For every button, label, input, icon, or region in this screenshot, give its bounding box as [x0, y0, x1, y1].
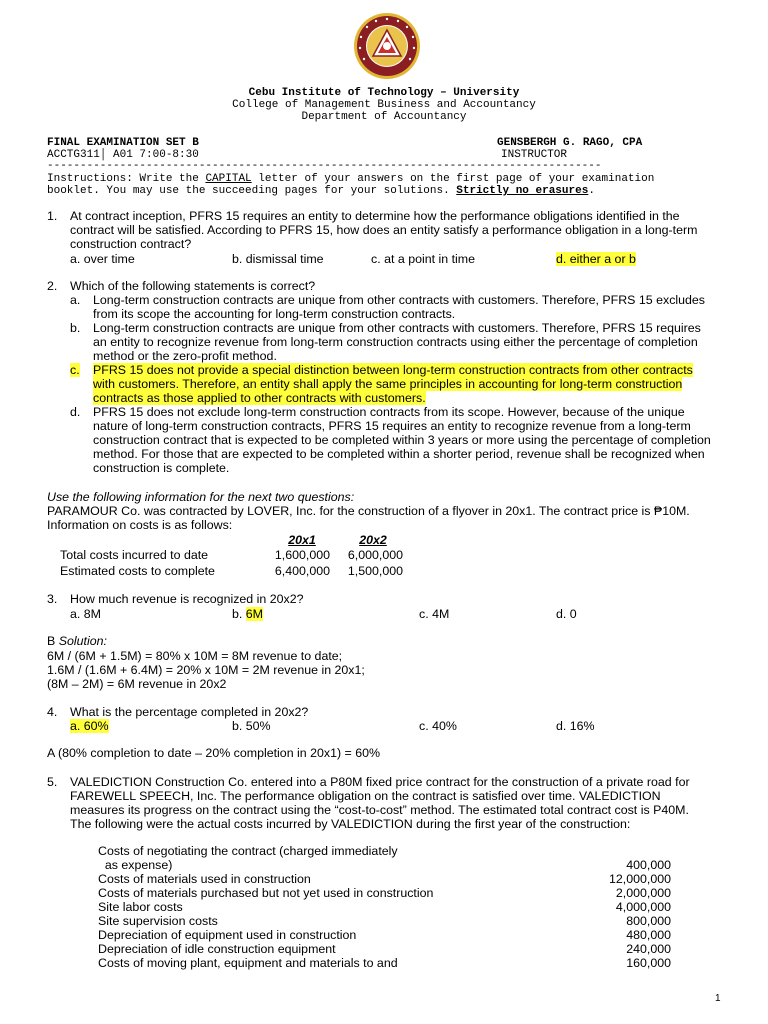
q2-b-label: b.: [70, 321, 81, 335]
q2-c-line-1-answer: PFRS 15 does not provide a special distinction between long-term construction contracts from other contracts: [93, 363, 693, 377]
q2-b-line-1: Long-term construction contracts are unique from other contracts with customers. Therefore, PFRS 15 requires: [93, 321, 701, 335]
q3-option-b-answer: 6M: [245, 607, 263, 621]
cost-item-value: 240,000: [626, 942, 671, 956]
college-name: College of Management Business and Accountancy: [232, 99, 536, 111]
instructions-line-1: Instructions: Write the CAPITAL letter of your answers on the first page of your examination: [47, 173, 655, 185]
q2-number: 2.: [47, 279, 58, 293]
q3-solution-line-2: 1.6M / (1.6M + 6.4M) = 20% x 10M = 2M revenue in 20x1;: [47, 663, 365, 677]
info-line-1: PARAMOUR Co. was contracted by LOVER, Inc. for the construction of a flyover in 20x1. The contract price is ₱10M.: [47, 504, 690, 518]
q1-number: 1.: [47, 209, 58, 223]
q4-option-a-answer: a. 60%: [70, 719, 109, 733]
q3-option-b: b. 6M: [232, 607, 263, 621]
cost-item-value: 800,000: [626, 914, 671, 928]
cost-item-value: 2,000,000: [615, 886, 671, 900]
department-name: Department of Accountancy: [301, 111, 467, 123]
q1-option-b: b. dismissal time: [232, 252, 324, 266]
q2-c-line-2-answer: with customers. Therefore, an entity shall apply the same principles in accounting for long-term construction: [93, 377, 683, 391]
course-line: ACCTG311│ A01 7:00-8:30: [47, 149, 199, 161]
info-line-2: Information on costs is as follows:: [47, 518, 233, 532]
q4-number: 4.: [47, 705, 58, 719]
cost-item-label: Costs of materials used in construction: [98, 872, 311, 886]
q2-b-line-2: an entity to recognize revenue from long-term construction contracts using either the percentage of completion: [93, 335, 698, 349]
cost-item-label: Site labor costs: [98, 900, 183, 914]
q2-d-line-1: PFRS 15 does not exclude long-term construction contracts from its scope. However, because of the unique: [93, 405, 685, 419]
info-intro: Use the following information for the next two questions:: [47, 490, 355, 504]
q3-option-a: a. 8M: [70, 607, 101, 621]
capital-word: CAPITAL: [205, 173, 252, 185]
university-seal-logo: [353, 12, 421, 80]
q1-option-a: a. over time: [70, 252, 135, 266]
table-row-label: Estimated costs to complete: [60, 564, 215, 578]
instructor-name: GENSBERGH G. RAGO, CPA: [497, 137, 643, 149]
page-number: 1: [715, 993, 721, 1004]
cost-item-label: Costs of negotiating the contract (charged immediately: [98, 844, 398, 858]
instructor-role: INSTRUCTOR: [501, 149, 568, 161]
q1-line-1: At contract inception, PFRS 15 requires an entity to determine how the performance obligations identified in the: [70, 209, 680, 223]
q2-a-line-1: Long-term construction contracts are unique from other contracts with customers. Therefore, PFRS 15 excludes: [93, 293, 706, 307]
q4-stem: What is the percentage completed in 20x2?: [70, 705, 309, 719]
cost-item-value: 160,000: [626, 956, 671, 970]
cost-item-label: Costs of moving plant, equipment and materials to and: [98, 956, 398, 970]
instructions-line-2: booklet. You may use the succeeding pages for your solutions. Strictly no erasures.: [47, 185, 595, 197]
q1-line-3: construction contract?: [70, 237, 192, 251]
q5-number: 5.: [47, 775, 58, 789]
table-header-20x1: 20x1: [288, 533, 316, 547]
q3-option-d: d. 0: [556, 607, 577, 621]
q5-line-3: measures its progress on the contract using the “cost-to-cost” method. The estimated total contract cost is P40M.: [70, 803, 689, 817]
q3-solution-line-1: 6M / (6M + 1.5M) = 80% x 10M = 8M revenue to date;: [47, 649, 343, 663]
q4-option-c: c. 40%: [419, 719, 457, 733]
q2-d-line-3: construction contract that is expected to be completed within 3 years or more using the percentage of completion: [93, 433, 711, 447]
cost-item-value: 4,000,000: [615, 900, 671, 914]
table-cell: 6,400,000: [274, 564, 330, 578]
divider-line: ------------------------------------------------------------------------------------: [47, 160, 602, 172]
q2-a-line-2: from its scope the accounting for long-term construction contracts.: [93, 307, 456, 321]
q2-stem: Which of the following statements is correct?: [70, 279, 316, 293]
q1-line-2: contract will be satisfied. According to PFRS 15, how does an entity satisfy a performance obligation in a long-term: [70, 223, 698, 237]
cost-item-label: as expense): [98, 858, 173, 872]
table-cell: 1,500,000: [347, 564, 403, 578]
q4-option-b: b. 50%: [232, 719, 271, 733]
table-row-label: Total costs incurred to date: [60, 548, 209, 562]
q2-d-line-5: construction is complete.: [93, 461, 230, 475]
q3-option-c: c. 4M: [419, 607, 450, 621]
q2-d-label: d.: [70, 405, 81, 419]
q2-c-label: c.: [70, 363, 80, 377]
cost-item-value: 480,000: [626, 928, 671, 942]
cost-item-label: Depreciation of equipment used in construction: [98, 928, 357, 942]
q2-d-line-2: nature of long-term construction contracts, PFRS 15 requires an entity to recognize revenue from a long-term: [93, 419, 691, 433]
q3-solution-line-3: (8M – 2M) = 6M revenue in 20x2: [47, 677, 227, 691]
no-erasures-note: Strictly no erasures: [456, 185, 589, 197]
q1-option-d-answer: d. either a or b: [556, 252, 636, 266]
cost-item-label: Site supervision costs: [98, 914, 218, 928]
q1-option-c: c. at a point in time: [371, 252, 475, 266]
cost-item-label: Costs of materials purchased but not yet used in construction: [98, 886, 434, 900]
cost-item-value: 12,000,000: [608, 872, 671, 886]
cost-item-label: Depreciation of idle construction equipment: [98, 942, 336, 956]
q2-b-line-3: method or the zero-profit method.: [93, 349, 277, 363]
table-cell: 6,000,000: [347, 548, 403, 562]
table-header-20x2: 20x2: [359, 533, 387, 547]
q2-d-line-4: method. For those that are expected to be completed within a shorter period, revenue shall be recognized when: [93, 447, 705, 461]
q3-stem: How much revenue is recognized in 20x2?: [70, 592, 304, 606]
q3-solution-heading: B Solution:: [47, 634, 107, 648]
q2-a-label: a.: [70, 293, 81, 307]
q5-line-4: The following were the actual costs incurred by VALEDICTION during the first year of the construction:: [70, 817, 631, 831]
q5-line-1: VALEDICTION Construction Co. entered into a P80M fixed price contract for the construction of a private road for: [70, 775, 690, 789]
q2-c-line-3-answer: contracts as those applied to other contracts with customers.: [93, 391, 426, 405]
q3-number: 3.: [47, 592, 58, 606]
table-cell: 1,600,000: [274, 548, 330, 562]
exam-title: FINAL EXAMINATION SET B: [47, 137, 199, 149]
cost-item-value: 400,000: [626, 858, 671, 872]
q4-solution: A (80% completion to date – 20% completion in 20x1) = 60%: [47, 746, 381, 760]
q5-line-2: FAREWELL SPEECH, Inc. The performance obligation on the contract is satisfied over time. VALEDICTION: [70, 789, 661, 803]
q4-option-d: d. 16%: [556, 719, 595, 733]
university-name: Cebu Institute of Technology – University: [248, 87, 520, 99]
